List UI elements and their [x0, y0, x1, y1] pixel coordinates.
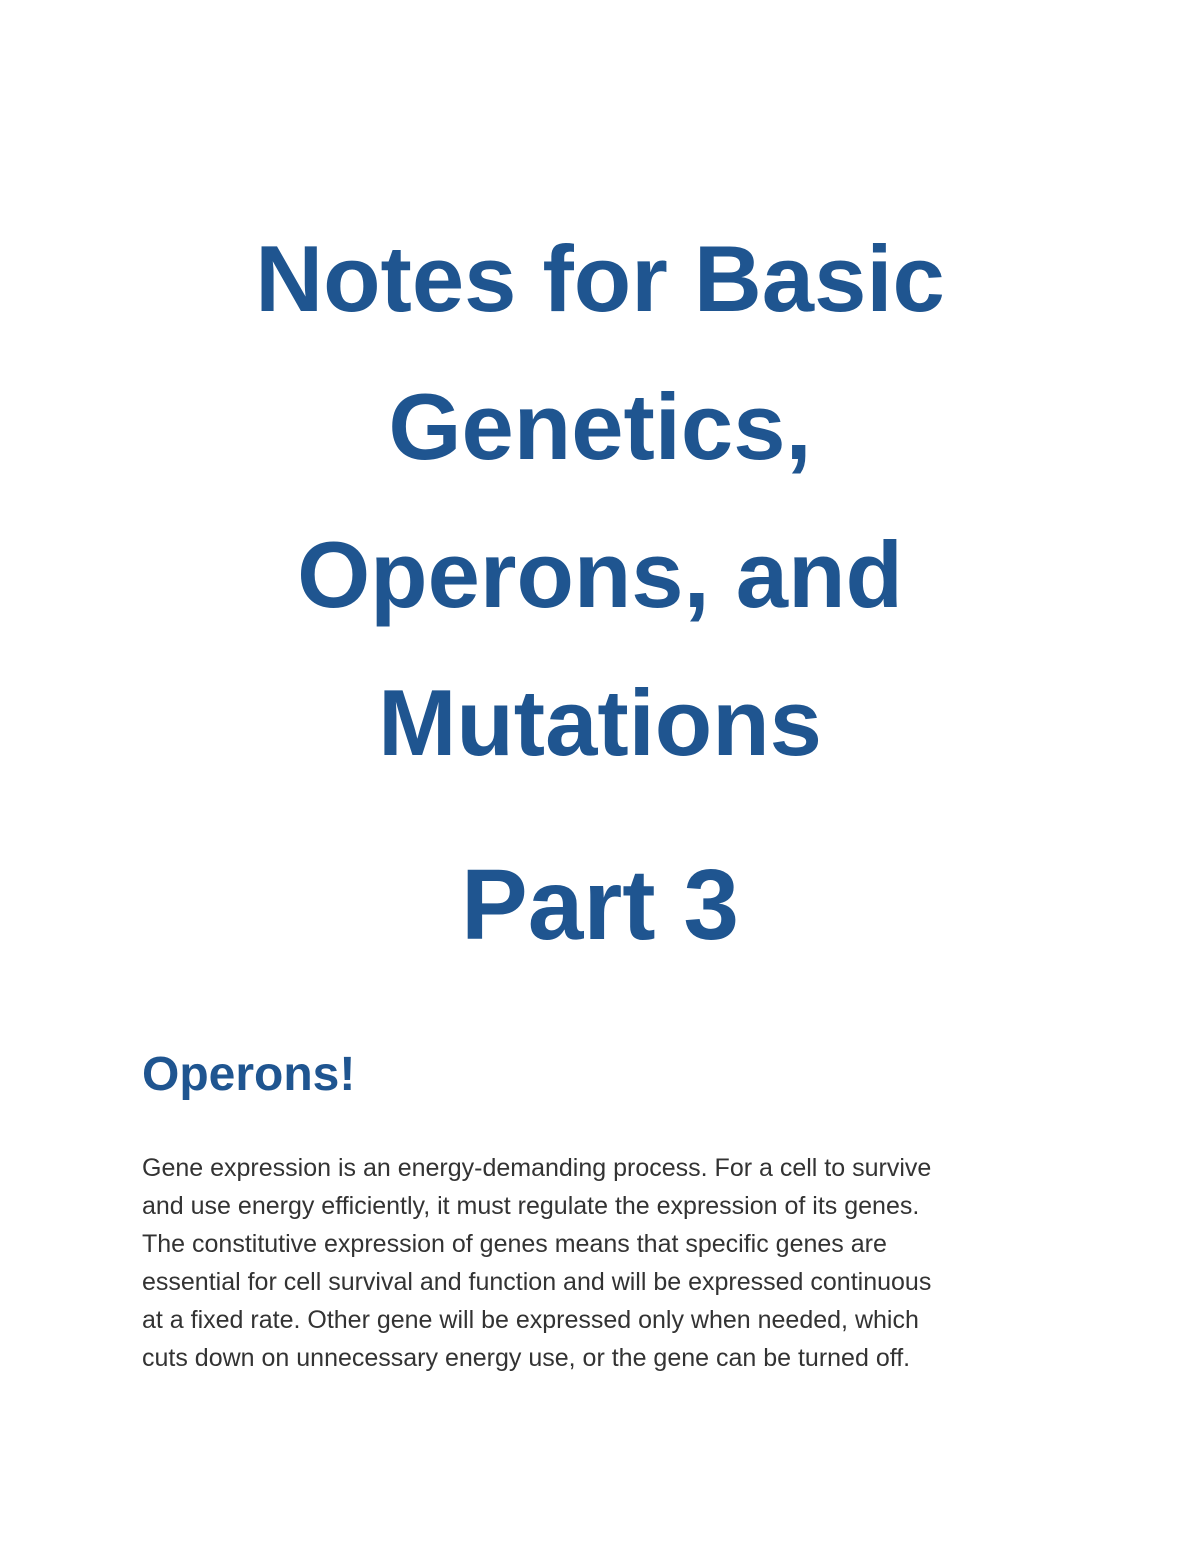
- part-label: Part 3: [461, 849, 739, 961]
- section-paragraph: [142, 1149, 1082, 1377]
- paragraph-line: at a fixed rate. Other gene will be expressed only when needed, which: [142, 1306, 919, 1334]
- title-line: Operons, and: [297, 522, 903, 627]
- title-line: Mutations: [378, 670, 822, 775]
- section-heading: Operons!: [142, 1048, 356, 1101]
- title-line: Notes for Basic: [255, 226, 945, 331]
- paragraph-line: Gene expression is an energy-demanding process. For a cell to survive: [142, 1154, 932, 1182]
- paragraph-line: essential for cell survival and function and will be expressed continuous: [142, 1268, 932, 1296]
- title-line: Genetics,: [388, 374, 812, 479]
- document-title: [0, 205, 1200, 797]
- paragraph-line: cuts down on unnecessary energy use, or the gene can be turned off.: [142, 1344, 911, 1372]
- paragraph-line: The constitutive expression of genes means that specific genes are: [142, 1230, 887, 1258]
- paragraph-line: and use energy efficiently, it must regulate the expression of its genes.: [142, 1192, 920, 1220]
